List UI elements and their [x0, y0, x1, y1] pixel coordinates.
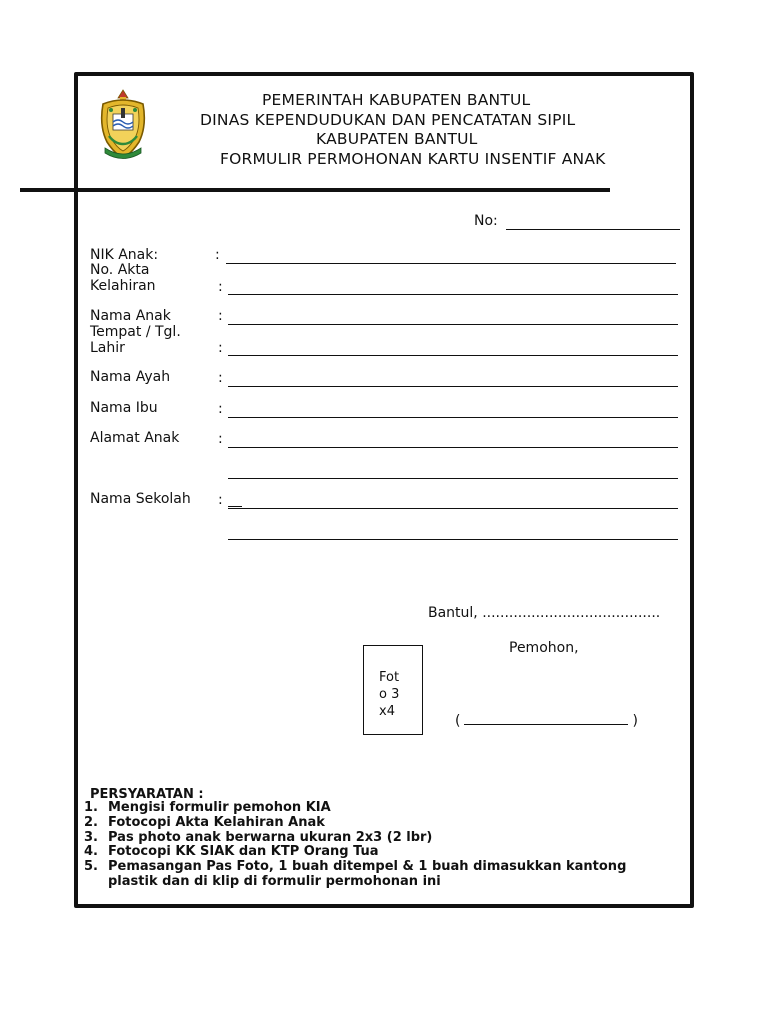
sekolah-field-line-2[interactable]	[228, 539, 678, 540]
nama-anak-field[interactable]	[228, 324, 678, 325]
nik-colon: :	[215, 247, 220, 263]
government-title: PEMERINTAH KABUPATEN BANTUL	[262, 91, 531, 109]
alamat-label: Alamat Anak	[90, 430, 180, 446]
sekolah-label: Nama Sekolah	[90, 491, 191, 507]
ttl-colon: :	[218, 340, 223, 356]
requirement-item: 1. Mengisi formulir pemohon KIA	[84, 800, 331, 815]
requirement-item: 3. Pas photo anak berwarna ukuran 2x3 (2 lbr)	[84, 829, 433, 845]
requirement-item: 4. Fotocopi KK SIAK dan KTP Orang Tua	[84, 844, 379, 860]
sekolah-field-stub	[228, 506, 242, 507]
ibu-colon: :	[218, 401, 223, 417]
photo-label: Foto 3x4	[379, 670, 400, 719]
alamat-field[interactable]	[228, 447, 678, 448]
form-border	[74, 72, 694, 908]
requirements-title: PERSYARATAN :	[90, 787, 204, 802]
number-label: No:	[474, 213, 498, 229]
akta-colon: :	[218, 279, 223, 295]
akta-label: No. Akta Kelahiran	[90, 262, 156, 294]
form-title: FORMULIR PERMOHONAN KARTU INSENTIF ANAK	[220, 149, 606, 168]
alamat-field-line-2[interactable]	[228, 478, 678, 479]
akta-field[interactable]	[228, 294, 678, 295]
applicant-label: Pemohon,	[509, 640, 579, 656]
ayah-label: Nama Ayah	[90, 369, 171, 385]
signature-paren-open: (	[455, 713, 461, 729]
place-date-line: Bantul, ........................................	[428, 605, 661, 621]
ttl-label: Tempat / Tgl. Lahir	[90, 324, 181, 356]
ayah-field[interactable]	[228, 386, 678, 387]
header-divider	[20, 188, 610, 192]
number-field[interactable]	[506, 229, 680, 230]
signature-field[interactable]	[464, 712, 628, 725]
signature-paren-close: )	[632, 713, 638, 729]
nama-anak-label: Nama Anak	[90, 308, 171, 324]
signature-line	[455, 712, 638, 729]
nik-label: NIK Anak:	[90, 247, 159, 263]
regency-coat-of-arms-icon	[95, 86, 151, 166]
ibu-label: Nama Ibu	[90, 400, 158, 416]
ibu-field[interactable]	[228, 417, 678, 418]
ttl-field[interactable]	[228, 355, 678, 356]
form-header	[190, 91, 690, 169]
photo-box	[363, 645, 423, 735]
sekolah-colon: :	[218, 492, 223, 508]
alamat-colon: :	[218, 431, 223, 447]
regency-title: KABUPATEN BANTUL	[316, 130, 478, 148]
ayah-colon: :	[218, 370, 223, 386]
nama-anak-colon: :	[218, 308, 223, 324]
requirements-list	[84, 801, 644, 890]
department-title: DINAS KEPENDUDUKAN DAN PENCATATAN SIPIL	[200, 110, 576, 129]
sekolah-field[interactable]	[228, 508, 678, 509]
requirement-item: 2. Fotocopi Akta Kelahiran Anak	[84, 814, 325, 830]
nik-field[interactable]	[226, 263, 676, 264]
requirement-item: 5. Pemasangan Pas Foto, 1 buah ditempel & 1 buah dimasukkan kantong plastik dan di klip di formulir permohonan ini	[84, 859, 627, 889]
